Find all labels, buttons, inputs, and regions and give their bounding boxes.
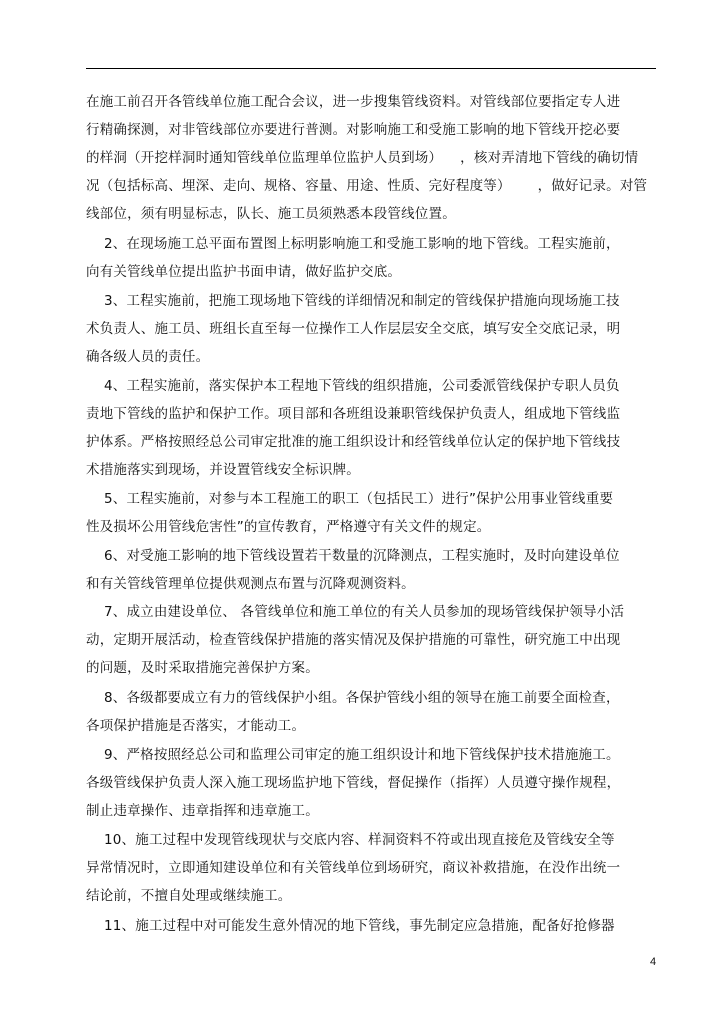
body-line-26: 制止违章操作、违章指挥和违章施工。 bbox=[86, 803, 319, 819]
body-line-29: 结论前，不擅自处理或继续施工。 bbox=[86, 888, 292, 904]
body-line-21: 的问题，及时采取措施完善保护方案。 bbox=[86, 660, 319, 676]
body-line-27: 10、施工过程中发现管线现状与交底内容、样洞资料不符或出现直接危及管线安全等 bbox=[86, 832, 615, 848]
body-line-15: 5、工程实施前，对参与本工程施工的职工（包括民工）进行”保护公用事业管线重要 bbox=[86, 491, 614, 507]
body-line-14: 术措施落实到现场，并设置管线安全标识牌。 bbox=[86, 462, 360, 478]
body-line-25: 各级管线保护负责人深入施工现场监护地下管线，督促操作（指挥）人员遵守操作规程， bbox=[86, 775, 621, 791]
body-line-28: 异常情况时，立即通知建设单位和有关管线单位到场研究，商议补救措施，在没作出统一 bbox=[86, 860, 621, 876]
body-line-11: 4、工程实施前，落实保护本工程地下管线的组织措施，公司委派管线保护专职人员负 bbox=[86, 378, 620, 394]
body-line-18: 和有关管线管理单位提供观测点布置与沉降观测资料。 bbox=[86, 576, 415, 592]
body-line-1: 在施工前召开各管线单位施工配合会议，进一步搜集管线资料。对管线部位要指定专人进 bbox=[86, 94, 621, 110]
body-line-5: 线部位，须有明显标志，队长、施工员须熟悉本段管线位置。 bbox=[86, 206, 456, 222]
page-number: 4 bbox=[650, 956, 657, 968]
body-line-3: 的样洞（开挖样洞时通知管线单位监理单位监护人员到场） ，核对弄清地下管线的确切情 bbox=[86, 150, 639, 166]
body-line-20: 动，定期开展活动，检查管线保护措施的落实情况及保护措施的可靠性，研究施工中出现 bbox=[86, 632, 621, 648]
body-line-23: 各项保护措施是否落实，才能动工。 bbox=[86, 718, 306, 734]
body-line-9: 术负责人、施工员、班组长直至每一位操作工人作层层安全交底，填写安全交底记录，明 bbox=[86, 321, 621, 337]
body-line-7: 向有关管线单位提出监护书面申请，做好监护交底。 bbox=[86, 264, 402, 280]
body-line-16: 性及损坏公用管线危害性”的宣传教育，严格遵守有关文件的规定。 bbox=[86, 519, 491, 535]
body-line-8: 3、工程实施前，把施工现场地下管线的详细情况和制定的管线保护措施向现场施工技 bbox=[86, 293, 620, 309]
body-line-17: 6、对受施工影响的地下管线设置若干数量的沉降测点，工程实施时，及时向建设单位 bbox=[86, 548, 620, 564]
body-line-30: 11、施工过程中对可能发生意外情况的地下管线，事先制定应急措施，配备好抢修器 bbox=[86, 918, 615, 934]
body-line-2: 行精确探测，对非管线部位亦要进行普测。对影响施工和受施工影响的地下管线开挖必要 bbox=[86, 122, 621, 138]
body-line-13: 护体系。严格按照经总公司审定批准的施工组织设计和经管线单位认定的保护地下管线技 bbox=[86, 434, 621, 450]
body-line-4: 况（包括标高、埋深、走向、规格、容量、用途、性质、完好程度等） ，做好记录。对管 bbox=[86, 178, 648, 194]
body-line-19: 7、成立由建设单位、 各管线单位和施工单位的有关人员参加的现场管线保护领导小活 bbox=[86, 604, 625, 620]
body-line-10: 确各级人员的责任。 bbox=[86, 349, 210, 365]
body-line-6: 2、在现场施工总平面布置图上标明影响施工和受施工影响的地下管线。工程实施前， bbox=[86, 236, 620, 252]
body-line-12: 责地下管线的监护和保护工作。项目部和各班组设兼职管线保护负责人，组成地下管线监 bbox=[86, 406, 621, 422]
body-line-22: 8、各级都要成立有力的管线保护小组。各保护管线小组的领导在施工前要全面检查， bbox=[86, 690, 620, 706]
body-line-24: 9、严格按照经总公司和监理公司审定的施工组织设计和地下管线保护技术措施施工。 bbox=[86, 747, 620, 763]
